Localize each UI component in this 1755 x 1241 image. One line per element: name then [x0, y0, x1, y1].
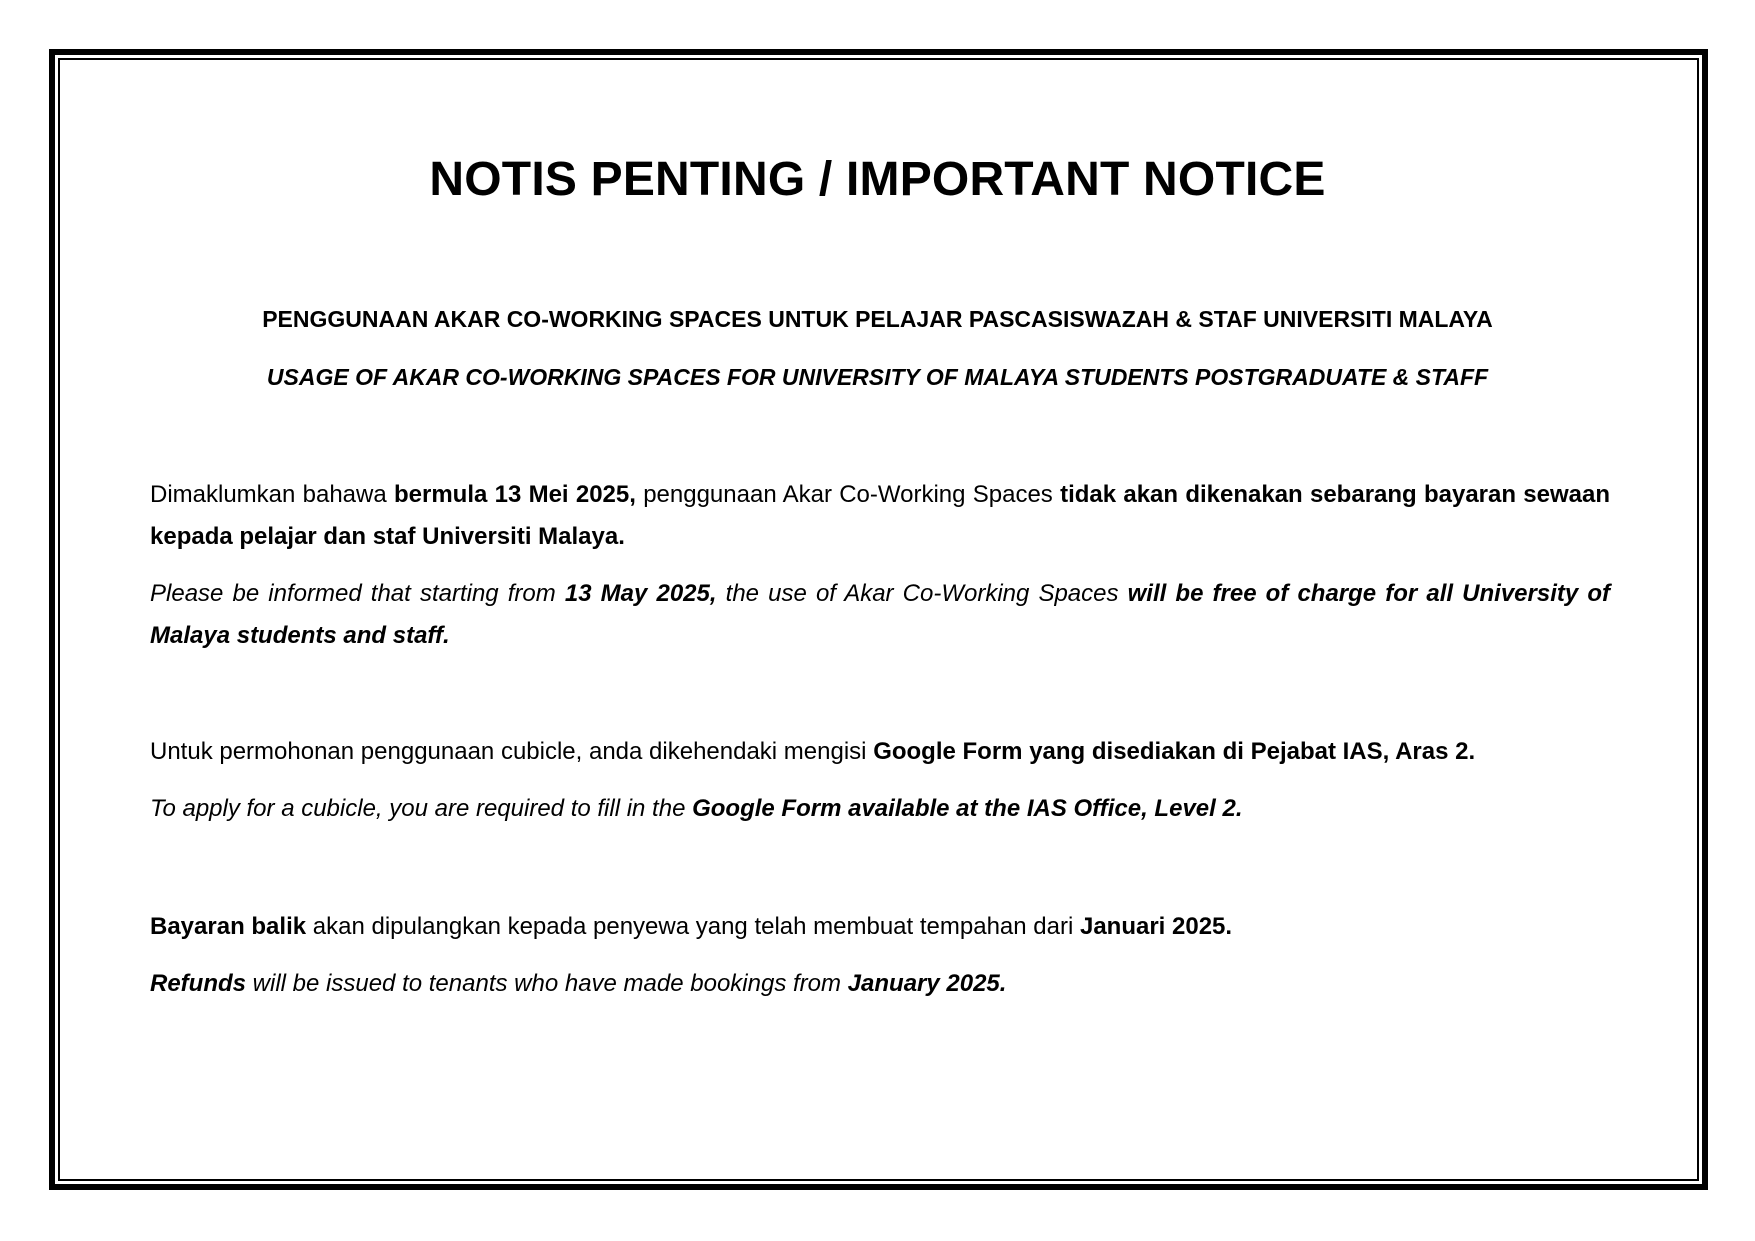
date-emphasis: bermula 13 Mei 2025,: [393, 481, 636, 508]
notice-title: NOTIS PENTING / IMPORTANT NOTICE: [429, 153, 1326, 206]
google-form-emphasis: Google Form available at the IAS Office, Level 2.: [692, 795, 1243, 822]
paragraph-refund-malay: [150, 906, 1610, 948]
text-segment: To apply for a cubicle, you are required to fill in the: [150, 795, 693, 822]
paragraph-cubicle-application-malay: [150, 731, 1610, 773]
text-segment: Untuk permohonan penggunaan cubicle, anda dikehendaki mengisi: [150, 738, 874, 765]
paragraph-free-usage-english: [150, 573, 1610, 657]
notice-subtitle-english: USAGE OF AKAR CO-WORKING SPACES FOR UNIVERSITY OF MALAYA STUDENTS POSTGRADUATE & STAFF: [266, 364, 1489, 390]
refund-emphasis: Refunds: [150, 970, 246, 997]
text-segment: penggunaan Akar Co-Working Spaces: [635, 481, 1061, 508]
google-form-emphasis: Google Form yang disediakan di Pejabat IAS, Aras 2.: [873, 738, 1476, 765]
text-segment: Dimaklumkan bahawa: [150, 481, 394, 508]
date-emphasis: 13 May 2025,: [564, 580, 717, 607]
refund-date-emphasis: January 2025.: [847, 970, 1007, 997]
text-segment: akan dipulangkan kepada penyewa yang telah membuat tempahan dari: [306, 913, 1080, 940]
refund-date-emphasis: Januari 2025.: [1079, 913, 1233, 940]
free-usage-emphasis: will be free of charge for all University of Malaya students and staff.: [150, 580, 1610, 649]
text-segment: will be issued to tenants who have made bookings from: [246, 970, 848, 997]
paragraph-refund-english: [150, 963, 1610, 1005]
paragraph-free-usage-malay: [150, 474, 1610, 558]
paragraph-cubicle-application-english: [150, 788, 1610, 830]
refund-emphasis: Bayaran balik: [150, 913, 307, 940]
text-segment: the use of Akar Co-Working Spaces: [716, 580, 1128, 607]
text-segment: Please be informed that starting from: [150, 580, 565, 607]
free-usage-emphasis: tidak akan dikenakan sebarang bayaran sewaan kepada pelajar dan staf Universiti Malaya.: [150, 481, 1610, 550]
notice-subtitle-malay: PENGGUNAAN AKAR CO-WORKING SPACES UNTUK PELAJAR PASCASISWAZAH & STAF UNIVERSITI MALAYA: [262, 306, 1493, 332]
